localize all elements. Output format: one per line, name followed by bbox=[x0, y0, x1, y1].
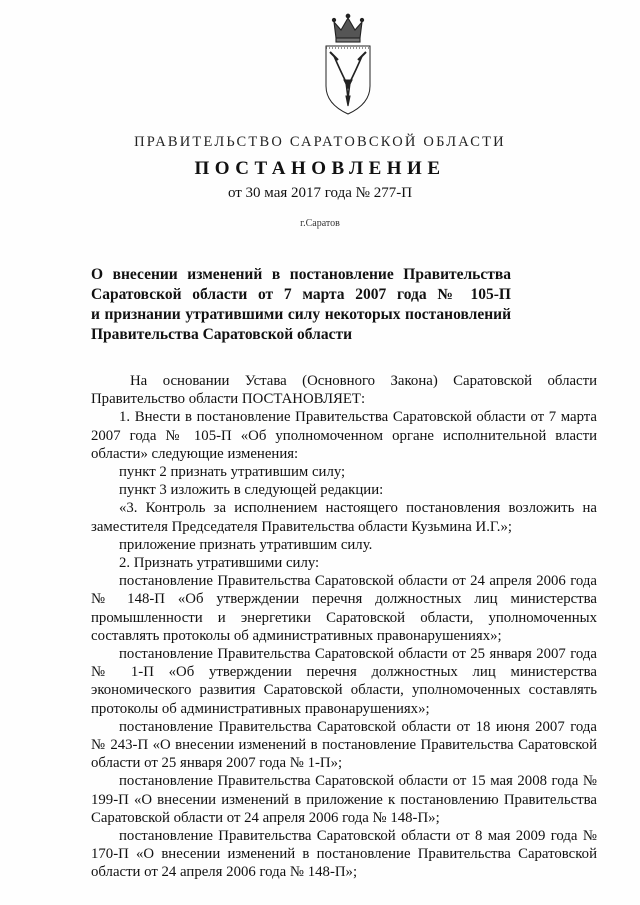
body-paragraph: приложение признать утратившим силу. bbox=[119, 536, 373, 553]
document-subject bbox=[91, 265, 511, 345]
body-paragraph: пункт 2 признать утратившим силу; bbox=[119, 464, 346, 481]
document-body bbox=[91, 372, 597, 882]
subject-line: и признании утратившими силу некоторых постановлений bbox=[91, 306, 511, 323]
body-paragraph: постановление Правительства Саратовской области от 24 апреля 2006 года № 148-П «Об утверждении перечня должностных лиц министерства промышленности и энергетики Саратовской области, уполномоченных составлять протоколы об административных правонарушениях»; bbox=[91, 573, 597, 644]
body-paragraph: 2. Признать утратившими силу: bbox=[119, 555, 320, 572]
body-paragraph: постановление Правительства Саратовской области от 8 мая 2009 года № 170-П «О внесении изменений в постановление Правительства Саратовской области от 24 апреля 2006 года № 148-П»; bbox=[91, 828, 597, 881]
body-paragraph: «3. Контроль за исполнением настоящего постановления возложить на заместителя Председателя Правительства области Кузьмина И.Г.»; bbox=[91, 500, 597, 535]
body-paragraph: постановление Правительства Саратовской области от 18 июня 2007 года № 243-П «О внесении изменений в постановление Правительства Саратовской области от 25 января 2007 года № 1-П»; bbox=[91, 718, 597, 772]
date-and-number: от 30 мая 2017 года № 277-П bbox=[227, 185, 413, 201]
body-paragraph: 1. Внести в постановление Правительства Саратовской области от 7 марта 2007 года № 105-П «Об уполномоченном органе исполнительной власти области» следующие изменения: bbox=[91, 409, 597, 462]
document-type-title: ПОСТАНОВЛЕНИЕ bbox=[194, 158, 446, 179]
body-paragraph: На основании Устава (Основного Закона) Саратовской области Правительство области ПОСТАНОВЛЯЕТ: bbox=[91, 373, 597, 408]
city-label: г.Саратов bbox=[300, 218, 340, 229]
subject-line: Саратовской области от 7 марта 2007 года № 105-П bbox=[91, 286, 511, 303]
subject-line: Правительства Саратовской области bbox=[91, 326, 352, 343]
government-name: ПРАВИТЕЛЬСТВО САРАТОВСКОЙ ОБЛАСТИ bbox=[134, 134, 506, 150]
body-paragraph: постановление Правительства Саратовской области от 25 января 2007 года № 1-П «Об утверждении перечня должностных лиц министерства экономического развития Саратовской области, уполномоченных составлять протоколы об административных правонарушениях»; bbox=[91, 646, 597, 717]
subject-line: О внесении изменений в постановление Правительства bbox=[91, 266, 511, 283]
body-paragraph: пункт 3 изложить в следующей редакции: bbox=[119, 482, 384, 499]
body-paragraph: постановление Правительства Саратовской области от 15 мая 2008 года № 199-П «О внесении изменений в приложение к постановлению Правительства Саратовской области от 24 апреля 2006 года № 148-П»; bbox=[91, 773, 597, 826]
coat-of-arms-icon bbox=[316, 8, 380, 120]
